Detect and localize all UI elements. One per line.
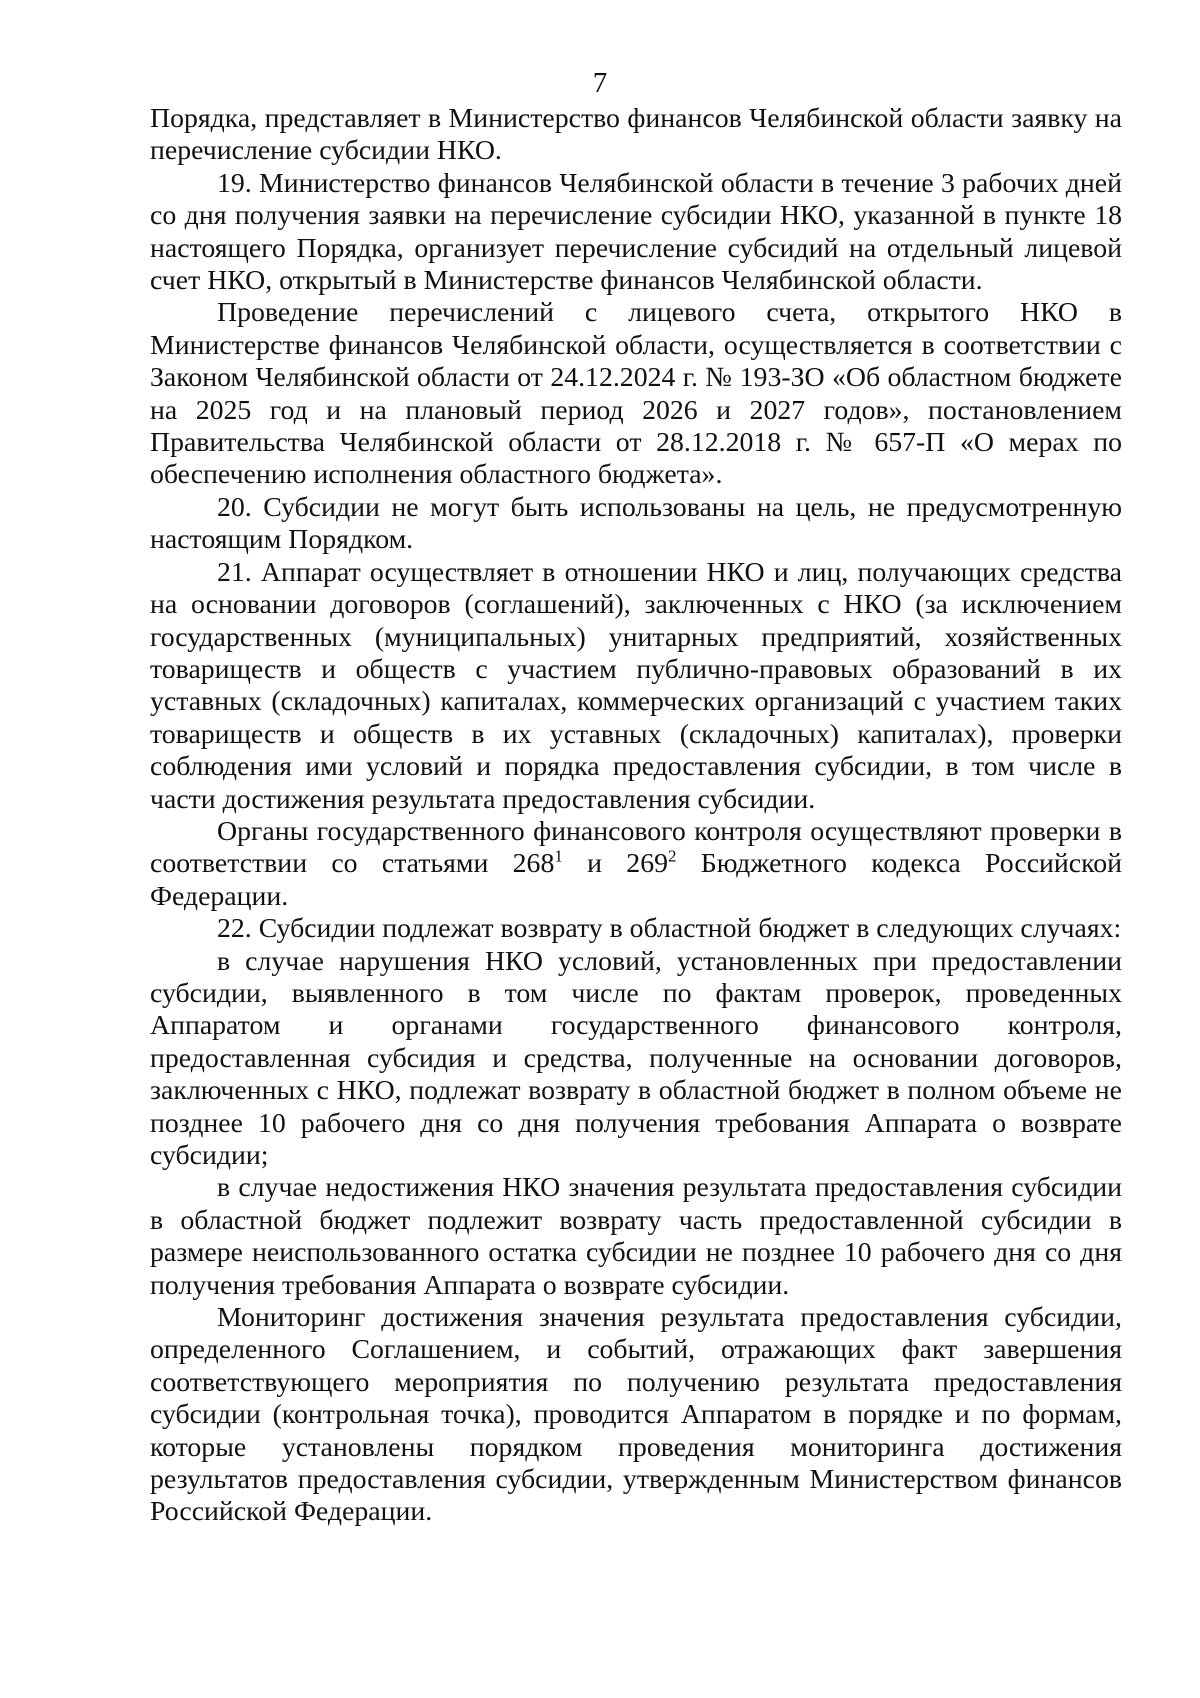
paragraph-continuation: Порядка, представляет в Министерство финансов Челябинской области заявку на перечисление субсидии НКО.	[150, 103, 1122, 167]
paragraph-22: 22. Субсидии подлежат возврату в областной бюджет в следующих случаях:	[217, 913, 1122, 945]
paragraph-19-transfers: Проведение перечислений с лицевого счета, открытого НКО в Министерстве финансов Челябинской области, осуществляется в соответствии с Законом Челябинской области от 24.12.2024 г. № 193-ЗО «Об областном бюджете на 2025 год и на плановый период 2026 и 2027 годов», постановлением Правительства Челябинской области от 28.12.2018 г. № 657-П «О мерах по обеспечению исполнения областного бюджета».	[150, 297, 1122, 491]
paragraph-21-control-after: Бюджетного кодекса Российской Федерации.	[150, 848, 1122, 912]
paragraph-21-control-middle: и 269	[562, 848, 668, 880]
paragraph-21-control-before: Органы государственного финансового контроля осуществляют проверки в соответствии со статьями 268	[150, 815, 1122, 880]
page-number: 7	[592, 67, 608, 99]
document-body	[150, 103, 1122, 1529]
superscript-2: 2	[668, 847, 677, 867]
paragraph-19: 19. Министерство финансов Челябинской области в течение 3 рабочих дней со дня получения заявки на перечисление субсидии НКО, указанной в пункте 18 настоящего Порядка, организует перечисление субсидий на отдельный лицевой счет НКО, открытый в Министерстве финансов Челябинской области.	[150, 167, 1122, 297]
paragraph-monitoring: Мониторинг достижения значения результата предоставления субсидии, определенного Соглашением, и событий, отражающих факт завершения соответствующего мероприятия по получению результата предоставления субсидии (контрольная точка), проводится Аппаратом в порядке и по формам, которые установлены порядком проведения мониторинга достижения результатов предоставления субсидии, утвержденным Министерством финансов Российской Федерации.	[150, 1302, 1122, 1528]
superscript-1: 1	[554, 847, 563, 867]
paragraph-22-violation: в случае нарушения НКО условий, установленных при предоставлении субсидии, выявленного в том числе по фактам проверок, проведенных Аппаратом и органами государственного финансового контроля, предоставленная субсидия и средства, полученные на основании договоров, заключенных с НКО, подлежат возврату в областной бюджет в полном объеме не позднее 10 рабочего дня со дня получения требования Аппарата о возврате субсидии;	[150, 945, 1122, 1171]
paragraph-22-nonachievement: в случае недостижения НКО значения результата предоставления субсидии в областной бюджет подлежит возврату часть предоставленной субсидии в размере неиспользованного остатка субсидии не позднее 10 рабочего дня со дня получения требования Аппарата о возврате субсидии.	[150, 1172, 1122, 1301]
paragraph-20: 20. Субсидии не могут быть использованы на цель, не предусмотренную настоящим Порядком.	[150, 491, 1122, 556]
paragraph-21-control	[150, 816, 1122, 913]
paragraph-21: 21. Аппарат осуществляет в отношении НКО и лиц, получающих средства на основании договоров (соглашений), заключенных с НКО (за исключением государственных (муниципальных) унитарных предприятий, хозяйственных товариществ и обществ с участием публично-правовых образований в их уставных (складочных) капиталах, коммерческих организаций с участием таких товариществ и обществ в их уставных (складочных) капиталах), проверки соблюдения ими условий и порядка предоставления субсидии, в том числе в части достижения результата предоставления субсидии.	[150, 556, 1122, 815]
